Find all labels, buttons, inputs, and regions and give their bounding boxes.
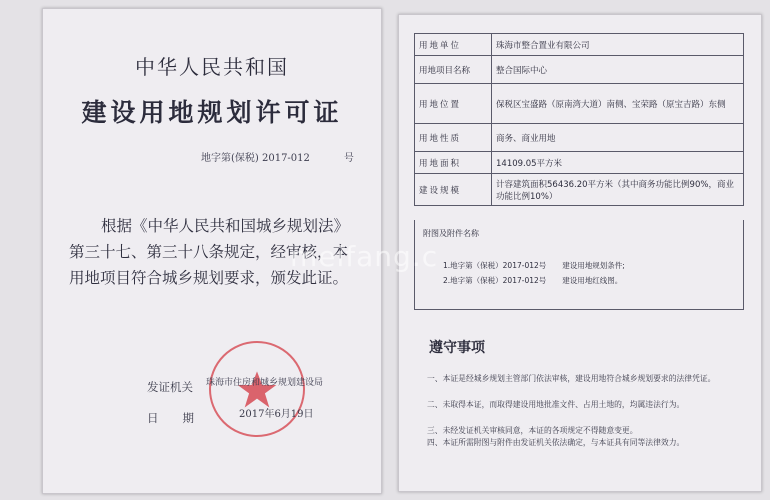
row-label: 用地面积 [415,152,492,174]
row-label: 用地位置 [415,84,492,124]
row-value: 计容建筑面积56436.20平方米（其中商务功能比例90%，商业功能比例10%） [492,174,744,206]
attachment-number: 2.地字第（保税）2017-012号 [443,276,547,285]
land-info-table [414,33,744,206]
row-label: 用地项目名称 [415,56,492,84]
row-label: 用地性质 [415,124,492,152]
row-label: 建设规模 [415,174,492,206]
permit-number [201,149,354,164]
attachments-title: 附图及附件名称 [423,229,479,238]
attachment-name: 建设用地红线图。 [562,276,623,285]
table-row [415,124,744,152]
table-row [415,152,744,174]
official-seal-stamp [209,341,305,437]
permit-number-suffix: 号 [343,153,354,164]
attachment-number: 1.地字第（保税）2017-012号 [443,261,547,270]
table-row [415,34,744,56]
issue-date: 2017年6月19日 [239,409,314,420]
attachment-name: 建设用地规划条件; [562,261,625,270]
notice-item: 二、未取得本证，而取得建设用地批准文件、占用土地的，均属违法行为。 [427,400,685,409]
attachment-item [443,275,622,286]
notice-title: 遵守事项 [429,340,485,356]
issuer-label: 发证机关 [147,380,193,394]
table-row [415,56,744,84]
date-label: 日期 [147,411,218,425]
row-value: 珠海市整合置业有限公司 [492,34,744,56]
row-value: 商务、商业用地 [492,124,744,152]
row-value: 整合国际中心 [492,56,744,84]
notice-item: 四、本证所需附图与附件由发证机关依法确定，与本证具有同等法律效力。 [427,438,685,447]
document-title: 建设用地规划许可证 [81,98,343,127]
notice-item: 三、未经发证机关审核同意，本证的各项规定不得随意变更。 [427,426,638,435]
row-label: 用地单位 [415,34,492,56]
row-value: 保税区宝盛路（原南湾大道）南侧、宝荣路（原宝吉路）东侧 [492,84,744,124]
attachment-item [443,260,625,271]
row-value: 14109.05平方米 [492,152,744,174]
watermark-text: meifang.c [290,240,439,273]
table-row [415,174,744,206]
left-certificate-page [42,8,382,494]
table-row [415,84,744,124]
issuer-name: 珠海市住房和城乡规划建设局 [206,378,324,388]
country-heading: 中华人民共和国 [135,55,289,79]
permit-number-value: 地字第(保税) 2017-012 [201,153,310,164]
certificate-body-text: 根据《中华人民共和国城乡规划法》第三十七、第三十八条规定，经审核，本用地项目符合城乡规划要求，颁发此证。 [69,217,350,287]
attachments-box [414,220,744,310]
right-details-page [398,14,762,492]
notice-item: 一、本证是经城乡规划主管部门依法审核，建设用地符合城乡规划要求的法律凭证。 [427,374,716,383]
